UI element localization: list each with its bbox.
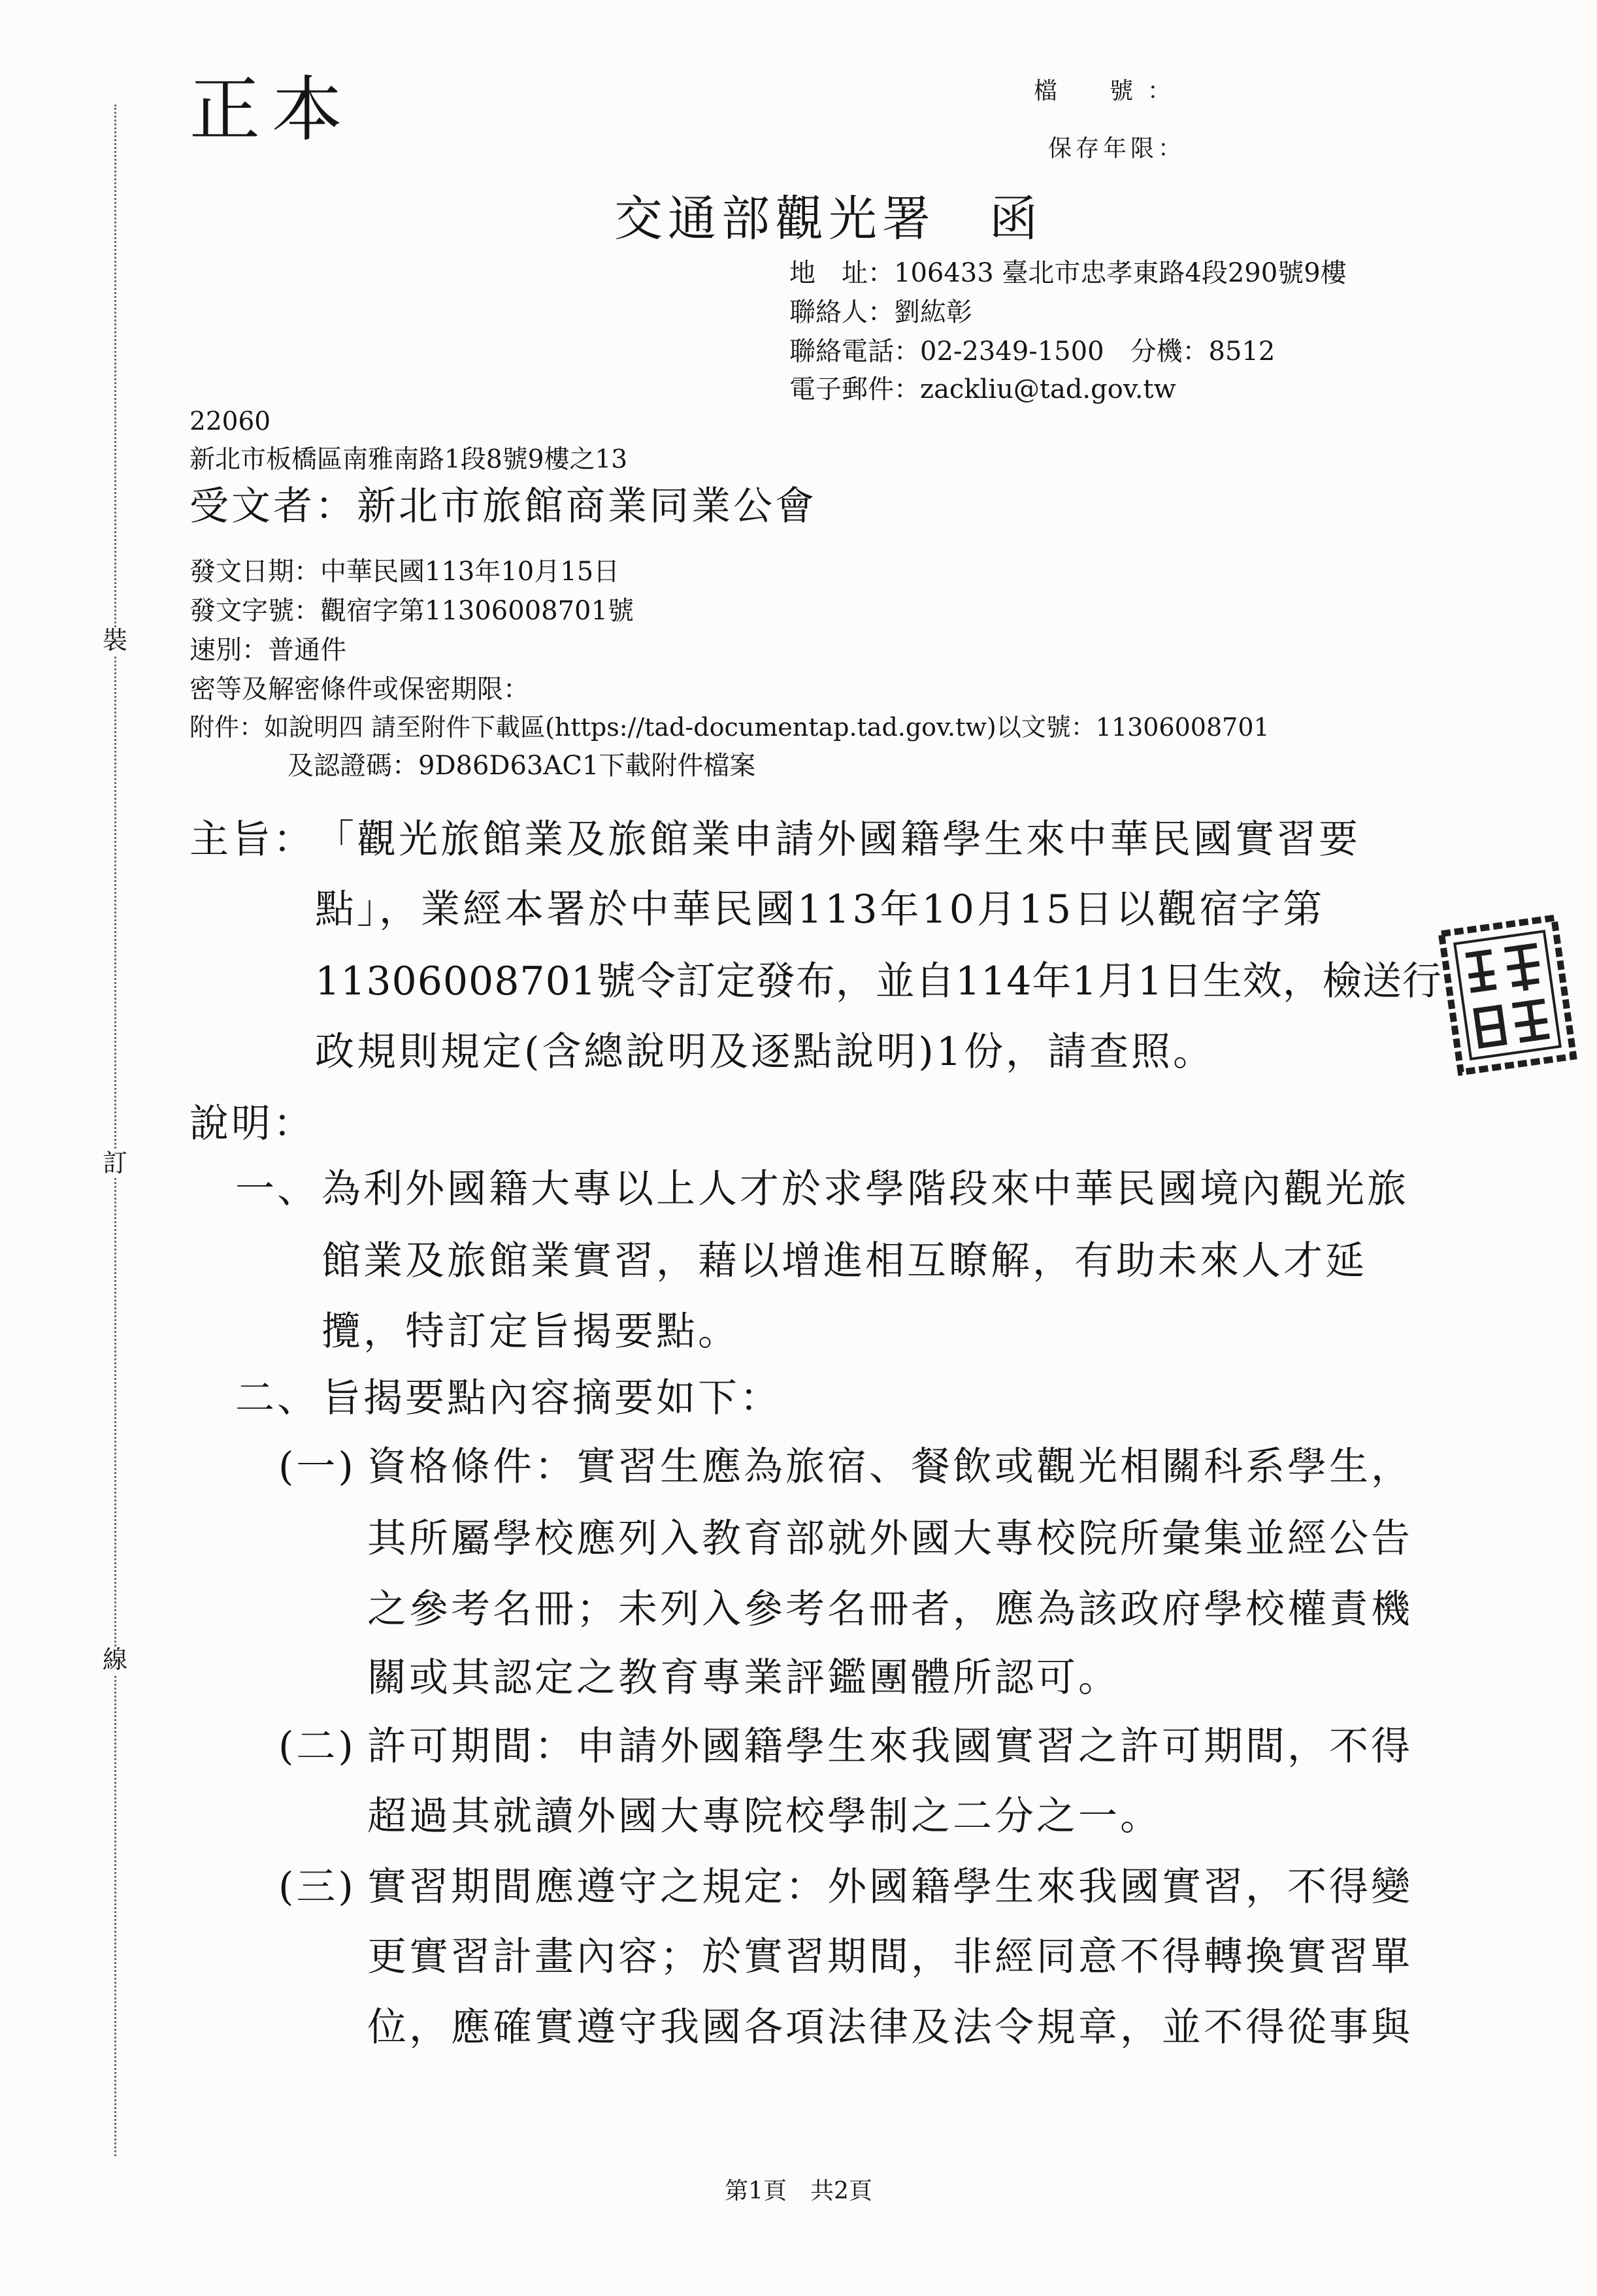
- sender-email: 電子郵件：zackliu@tad.gov.tw: [789, 374, 1176, 404]
- recipient-name: 受文者：新北市旅館商業同業公會: [189, 484, 817, 529]
- item-line: 攬，特訂定旨揭要點。: [321, 1309, 740, 1354]
- recipient-address: 新北市板橋區南雅南路1段8號9樓之13: [189, 445, 628, 474]
- binding-mark-ding: 訂: [97, 1150, 133, 1177]
- subject-label: 主旨：: [189, 817, 315, 862]
- delivery-speed: 速別：普通件: [189, 635, 346, 665]
- subitem-line: 資格條件：實習生應為旅宿、餐飲或觀光相關科系學生，: [367, 1444, 1413, 1490]
- attachment-line-2: 及認證碼：9D86D63AC1下載附件檔案: [288, 751, 756, 781]
- original-copy-label: 正本: [189, 69, 355, 151]
- seal-stamp: [1436, 912, 1579, 1078]
- subject-line: 政規則規定(含總說明及逐點說明)1份，請查照。: [315, 1029, 1215, 1075]
- retention-period-label: 保存年限：: [1047, 135, 1185, 162]
- issue-date: 發文日期：中華民國113年10月15日: [189, 557, 620, 587]
- sender-agency-title: 交通部觀光署 函: [614, 191, 1043, 247]
- subitem-line: 其所屬學校應列入教育部就外國大專校院所彙集並經公告: [367, 1516, 1413, 1562]
- secrecy-level: 密等及解密條件或保密期限：: [189, 674, 529, 704]
- subitem-number: (三): [278, 1864, 356, 1910]
- item-number: 二、: [235, 1375, 319, 1421]
- attachment-line-1: 附件：如說明四 請至附件下載區(https://tad-documentap.tad.gov.tw)以文號：11306008701: [189, 713, 1270, 742]
- sender-address: 地 址：106433 臺北市忠孝東路4段290號9樓: [789, 258, 1347, 288]
- item-number: 一、: [235, 1166, 319, 1212]
- subitem-line: 之參考名冊；未列入參考名冊者，應為該政府學校權責機: [367, 1586, 1413, 1632]
- subitem-line: 位，應確實遵守我國各項法律及法令規章，並不得從事與: [367, 2005, 1413, 2050]
- subject-line: 點」，業經本署於中華民國113年10月15日以觀宿字第: [315, 887, 1325, 932]
- page-number: 第1頁 共2頁: [725, 2178, 872, 2205]
- binding-mark-xian: 線: [97, 1647, 133, 1674]
- sender-contact: 聯絡人：劉紘彰: [789, 297, 972, 327]
- file-number-label: 檔 號：: [1033, 78, 1185, 105]
- subitem-line: 更實習計畫內容；於實習期間，非經同意不得轉換實習單: [367, 1934, 1413, 1980]
- subitem-line: 超過其就讀外國大專院校學制之二分之一。: [367, 1794, 1162, 1839]
- subitem-number: (一): [278, 1444, 356, 1490]
- subitem-number: (二): [278, 1724, 356, 1769]
- sender-phone: 聯絡電話：02-2349-1500 分機：8512: [789, 336, 1276, 367]
- explanation-label: 說明：: [189, 1101, 315, 1147]
- subject-line: 「觀光旅館業及旅館業申請外國籍學生來中華民國實習要: [315, 817, 1360, 862]
- subject-line: 11306008701號令訂定發布，並自114年1月1日生效，檢送行: [315, 959, 1442, 1004]
- recipient-postcode: 22060: [189, 407, 271, 436]
- subitem-line: 關或其認定之教育專業評鑑團體所認可。: [367, 1655, 1120, 1701]
- subitem-line: 實習期間應遵守之規定：外國籍學生來我國實習，不得變: [367, 1864, 1413, 1910]
- binding-dotted-line: [114, 105, 116, 2156]
- item-line: 為利外國籍大專以上人才於求學階段來中華民國境內觀光旅: [321, 1166, 1409, 1212]
- issue-number: 發文字號：觀宿字第11306008701號: [189, 596, 634, 626]
- subitem-line: 許可期間：申請外國籍學生來我國實習之許可期間，不得: [367, 1724, 1413, 1769]
- item-line: 館業及旅館業實習，藉以增進相互瞭解，有助未來人才延: [321, 1238, 1367, 1284]
- item-line: 旨揭要點內容摘要如下：: [321, 1375, 782, 1421]
- binding-mark-zhuang: 裝: [97, 627, 133, 655]
